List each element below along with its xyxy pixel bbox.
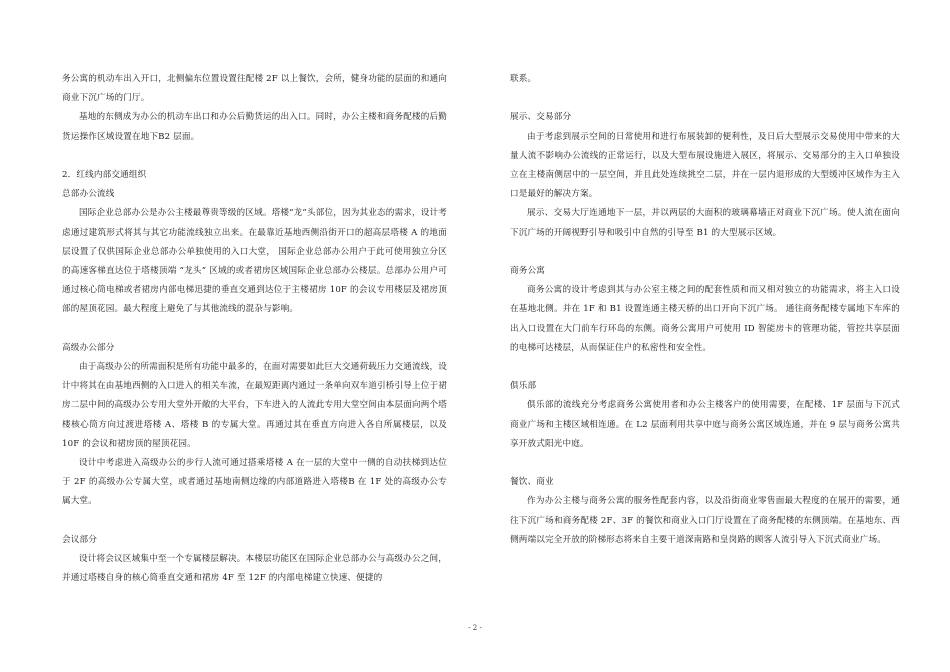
paragraph: 由于考虑到展示空间的日常使用和进行布展装卸的便利性，及日后大型展示交易使用中带来的大量人流不影响办公流线的正常运行，以及大型布展设施进入展区，将展示、交易部分的主入口单独设立在主楼南侧居中的一层空间，并且此处连续挑空二层，并在一层内退形成的大型缓冲区域作为主入口是最好的解决方案。 — [510, 131, 900, 200]
page-number: - 2 - — [468, 624, 482, 632]
paragraph: 设计将会议区域集中至一个专属楼层解决。本楼层功能区在国际企业总部办公与高级办公之间，并通过塔楼自身的核心筒垂直交通和裙房 4F 至 12F 的内部电梯建立快速、便捷的 — [62, 554, 447, 584]
right-column — [510, 70, 900, 550]
paragraph: 务公寓的机动车出入开口，北侧偏东位置设置往配楼 2F 以上餐饮，会所，健身功能的层面的和通向商业下沉广场的门厅。 — [62, 74, 447, 104]
blank-line — [62, 512, 447, 531]
paragraph: 由于高级办公的所需面积是所有功能中最多的，在面对需要如此巨大交通荷载压力交通流线，设计中将其在由基地西侧的入口进入的相关车流，在最短距离内通过一条单向双车道引桥引导上位于裙房二层中间的高级办公专用大堂外开敞的大平台，下车进入的人流此专用大堂空间由本层面向两个塔楼核心筒方向过渡进塔楼 A、塔楼 B 的专属大堂。再通过其在垂直方向进入各自所属楼层，以及 10F 的会议和裙房顶的屋顶花园。 — [62, 362, 447, 449]
blank-line — [510, 243, 900, 262]
paragraph: 俱乐部的流线充分考虑商务公寓使用者和办公主楼客户的使用需要，在配楼、1F 层面与下沉式商业广场和主楼区域相连通。在 L2 层面利用共享中庭与商务公寓区域连通，并在 9 层与商务公寓共享开放式阳光中庭。 — [510, 400, 900, 449]
left-column — [62, 70, 447, 588]
blank-line — [510, 89, 900, 108]
paragraph: 会议部分 — [62, 534, 97, 545]
paragraph: 俱乐部 — [510, 381, 537, 392]
paragraph: 2．红线内部交通组织 — [62, 170, 147, 180]
paragraph: 作为办公主楼与商务公寓的服务性配套内容，以及沿街商业零售面最大程度的在展开的需要，通往下沉广场和商务配楼 2F、3F 的餐饮和商业入口门厅设置在了商务配楼的东侧顶端。在基地东、西侧两端以完全开放的阶梯形态将来自主要干道深南路和皇岗路的顾客人流引导入下沉式商业广场。 — [510, 496, 900, 545]
paragraph: 基地的东侧成为办公的机动车出口和办公后勤货运的出入口。同时，办公主楼和商务配楼的后勤货运操作区域设置在地下B2 层面。 — [62, 112, 447, 142]
blank-line — [62, 147, 447, 166]
paragraph: 展示、交易大厅连通地下一层，并以两层的大面积的玻璃幕墙正对商业下沉广场。使人流在面向下沉广场的开阔视野引导和吸引中自然的引导至 B1 的大型展示区域。 — [510, 208, 900, 238]
paragraph: 餐饮、商业 — [510, 477, 554, 488]
blank-line — [62, 320, 447, 339]
paragraph: 商务公寓 — [510, 266, 545, 276]
blank-line — [510, 454, 900, 473]
paragraph: 总部办公流线 — [62, 189, 115, 200]
paragraph: 商务公寓的设计考虑到其与办公室主楼之间的配套性质和而又相对独立的功能需求，将主入口设在基地北侧。并在 1F 和 B1 设置连通主楼天桥的出口开向下沉广场。 通往商务配楼专属地下车库的出入口设置在大门前车行环岛的东侧。商务公寓用户可使用 ID 智能房卡的管理功能，管控共享层面的电梯可达楼层，从而保证住户的私密性和安全性。 — [510, 285, 900, 353]
paragraph: 展示、交易部分 — [510, 112, 572, 123]
paragraph: 联系。 — [510, 74, 537, 84]
blank-line — [510, 358, 900, 377]
paragraph: 国际企业总部办公是办公主楼最尊贵等级的区域。塔楼“龙”头部位，因为其业态的需求，设计考虑通过建筑形式将其与其它功能流线独立出来。在最靠近基地西侧沿街开口的超高层塔楼 A 的地面层设置了仅供国际企业总部办公单独使用的入口大堂， 国际企业总部办公用户于此可使用独立分区的高速客梯直达位于塔楼顶端 “龙头” 区域的或者裙房区域国际企业总部办公楼层。总部办公用户可通过核心筒电梯或者裙房内部电梯迅捷的垂直交通到达位于主楼裙房 10F 的会议专用楼层及裙房顶部的屋顶花园。最大程度上避免了与其他流线的混杂与影响。 — [62, 208, 447, 315]
paragraph: 设计中考虑进入高级办公的步行人流可通过搭乘塔楼 A 在一层的大堂中一侧的自动扶梯到达位于 2F 的高级办公专属大堂，或者通过基地南侧边缘的内部道路进入塔楼B 在 1F 处的高级办公专属大堂。 — [62, 458, 447, 507]
paragraph: 高级办公部分 — [62, 342, 115, 353]
